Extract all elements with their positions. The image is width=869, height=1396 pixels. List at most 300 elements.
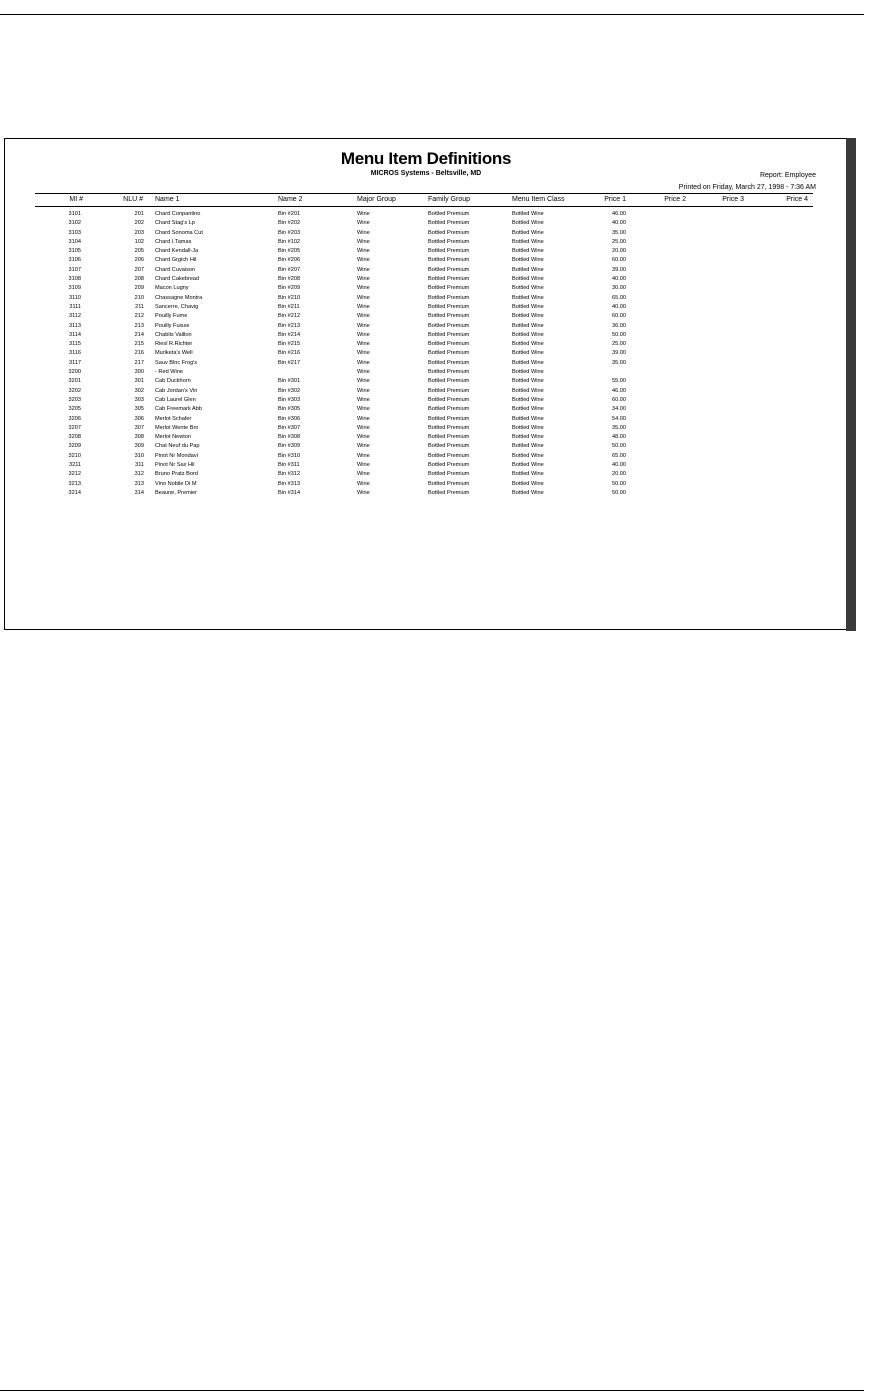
cell-nlu: 216: [134, 350, 144, 357]
cell-menu-item-class: Bottled Wine: [512, 434, 544, 441]
cell-menu-item-class: Bottled Wine: [512, 424, 544, 431]
column-header-nlu: NLU #: [123, 196, 143, 203]
cell-menu-item-class: Bottled Wine: [512, 350, 544, 357]
cell-family-group: Bottled Premium: [428, 387, 470, 394]
column-header-major-group: Major Group: [357, 196, 396, 203]
cell-name2: Bin #308: [278, 434, 301, 441]
cell-menu-item-class: Bottled Wine: [512, 248, 544, 255]
cell-name2: Bin #214: [278, 331, 301, 338]
page-bottom-rule: [0, 1390, 864, 1391]
cell-family-group: Bottled Premium: [428, 378, 470, 385]
column-header-price2: Price 2: [664, 196, 686, 203]
table-row: [5, 434, 847, 443]
cell-major-group: Wine: [357, 220, 370, 227]
table-row: [5, 332, 847, 341]
cell-menu-item-class: Bottled Wine: [512, 369, 544, 376]
cell-name2: Bin #303: [278, 396, 301, 403]
cell-price1: 55.00: [612, 378, 626, 385]
cell-family-group: Bottled Premium: [428, 406, 470, 413]
cell-name1: Sauv Blnc Frog's: [155, 359, 198, 366]
report-type: Report: Employee: [759, 172, 816, 179]
cell-major-group: Wine: [357, 303, 370, 310]
cell-nlu: 312: [134, 471, 144, 478]
cell-family-group: Bottled Premium: [428, 396, 470, 403]
cell-name2: Bin #210: [278, 294, 301, 301]
cell-name2: Bin #206: [278, 257, 301, 264]
cell-menu-item-class: Bottled Wine: [512, 415, 544, 422]
table-row: [5, 257, 847, 266]
cell-name1: Chard I.Tamas: [155, 238, 192, 245]
cell-menu-item-class: Bottled Wine: [512, 276, 544, 283]
cell-mi: 3112: [68, 313, 81, 320]
cell-mi: 3209: [68, 443, 81, 450]
cell-name1: - Red Wine: [155, 369, 183, 376]
cell-nlu: 314: [134, 489, 144, 496]
cell-mi: 3117: [68, 359, 81, 366]
table-row: [5, 453, 847, 462]
table-row: [5, 481, 847, 490]
cell-menu-item-class: Bottled Wine: [512, 443, 544, 450]
cell-name1: Chard Cuvaison: [155, 266, 196, 273]
cell-name1: Chard Sonoma Cut: [155, 229, 203, 236]
cell-name1: Chard Kendall-Ja: [155, 248, 199, 255]
cell-nlu: 309: [134, 443, 144, 450]
cell-name2: Bin #313: [278, 480, 301, 487]
table-row: [5, 462, 847, 471]
cell-nlu: 205: [134, 248, 144, 255]
cell-name2: Bin #203: [278, 229, 301, 236]
cell-name2: Bin #207: [278, 266, 301, 273]
cell-major-group: Wine: [357, 266, 370, 273]
cell-price1: 39.00: [612, 350, 626, 357]
cell-name2: Bin #215: [278, 341, 301, 348]
cell-major-group: Wine: [357, 341, 370, 348]
cell-name1: Cab Laurel Glen: [155, 396, 196, 403]
cell-major-group: Wine: [357, 238, 370, 245]
column-header-menu-item-class: Menu Item Class: [512, 196, 565, 203]
cell-name1: Cab Duckhorn: [155, 378, 191, 385]
cell-menu-item-class: Bottled Wine: [512, 378, 544, 385]
report-subtitle: MICROS Systems - Beltsville, MD: [370, 170, 482, 177]
cell-price1: 35.00: [612, 359, 626, 366]
cell-name2: Bin #306: [278, 415, 301, 422]
cell-price1: 60.00: [612, 396, 626, 403]
cell-nlu: 307: [134, 424, 144, 431]
cell-price1: 35.00: [612, 229, 626, 236]
cell-name2: Bin #310: [278, 452, 301, 459]
cell-name2: Bin #102: [278, 238, 301, 245]
cell-mi: 3103: [68, 229, 81, 236]
cell-mi: 3208: [68, 434, 81, 441]
cell-nlu: 201: [134, 211, 144, 217]
cell-nlu: 203: [134, 229, 144, 236]
cell-price1: 65.00: [612, 294, 626, 301]
cell-mi: 3102: [68, 220, 81, 227]
cell-nlu: 305: [134, 406, 144, 413]
cell-nlu: 300: [134, 369, 144, 376]
cell-major-group: Wine: [357, 489, 370, 496]
cell-major-group: Wine: [357, 359, 370, 366]
cell-major-group: Wine: [357, 462, 370, 469]
column-header-mi: MI #: [69, 196, 83, 203]
cell-family-group: Bottled Premium: [428, 443, 470, 450]
cell-name2: Bin #301: [278, 378, 301, 385]
table-row: [5, 425, 847, 434]
table-row: [5, 304, 847, 313]
cell-mi: 3104: [68, 238, 81, 245]
cell-mi: 3109: [68, 285, 81, 292]
cell-major-group: Wine: [357, 369, 370, 376]
cell-menu-item-class: Bottled Wine: [512, 285, 544, 292]
cell-name1: Riesl R.Richter: [155, 341, 193, 348]
cell-menu-item-class: Bottled Wine: [512, 359, 544, 366]
cell-price1: 60.00: [612, 313, 626, 320]
page-top-rule: [0, 14, 864, 15]
cell-family-group: Bottled Premium: [428, 471, 470, 478]
column-header-family-group: Family Group: [428, 196, 471, 203]
cell-name1: Bruno Pratz Bord: [155, 471, 198, 478]
cell-price1: 50.00: [612, 489, 626, 496]
header-rule: [35, 193, 813, 194]
cell-mi: 3115: [68, 341, 81, 348]
cell-mi: 3213: [68, 480, 81, 487]
cell-name1: Vino Nobile Di M: [155, 480, 197, 487]
cell-nlu: 212: [134, 313, 144, 320]
cell-name1: Merlot Schafer: [155, 415, 192, 422]
report-side-bar: [846, 138, 856, 631]
cell-nlu: 209: [134, 285, 144, 292]
cell-price1: 60.00: [612, 257, 626, 264]
table-row: [5, 369, 847, 378]
cell-mi: 3203: [68, 396, 81, 403]
cell-major-group: Wine: [357, 434, 370, 441]
cell-family-group: Bottled Premium: [428, 452, 470, 459]
table-row: [5, 285, 847, 294]
cell-menu-item-class: Bottled Wine: [512, 303, 544, 310]
cell-major-group: Wine: [357, 294, 370, 301]
table-header: [5, 196, 847, 206]
cell-major-group: Wine: [357, 378, 370, 385]
cell-mi: 3212: [68, 471, 81, 478]
cell-nlu: 301: [134, 378, 144, 385]
cell-major-group: Wine: [357, 331, 370, 338]
cell-price1: 30.00: [612, 285, 626, 292]
cell-nlu: 214: [134, 331, 144, 338]
cell-name2: Bin #216: [278, 350, 301, 357]
cell-name2: Bin #311: [278, 462, 300, 469]
cell-mi: 3202: [68, 387, 81, 394]
cell-price1: 50.00: [612, 480, 626, 487]
table-row: [5, 276, 847, 285]
cell-price1: 54.00: [612, 415, 626, 422]
table-row: [5, 323, 847, 332]
cell-nlu: 313: [134, 480, 144, 487]
cell-menu-item-class: Bottled Wine: [512, 452, 544, 459]
table-row: [5, 378, 847, 387]
cell-family-group: Bottled Premium: [428, 331, 470, 338]
cell-family-group: Bottled Premium: [428, 313, 470, 320]
table-row: [5, 350, 847, 359]
cell-menu-item-class: Bottled Wine: [512, 313, 544, 320]
cell-major-group: Wine: [357, 452, 370, 459]
column-header-price1: Price 1: [604, 196, 626, 203]
cell-name1: Merlot Wente Bro: [155, 424, 199, 431]
cell-mi: 3205: [68, 406, 81, 413]
cell-family-group: Bottled Premium: [428, 341, 470, 348]
cell-mi: 3111: [69, 303, 81, 310]
cell-family-group: Bottled Premium: [428, 285, 470, 292]
cell-major-group: Wine: [357, 406, 370, 413]
cell-mi: 3107: [68, 266, 81, 273]
cell-major-group: Wine: [357, 443, 370, 450]
cell-family-group: Bottled Premium: [428, 229, 470, 236]
cell-menu-item-class: Bottled Wine: [512, 220, 544, 227]
cell-price1: 36.00: [612, 322, 626, 329]
cell-nlu: 310: [134, 452, 144, 459]
cell-price1: 46.00: [612, 387, 626, 394]
cell-price1: 46.00: [612, 211, 626, 217]
table-row: [5, 388, 847, 397]
cell-major-group: Wine: [357, 276, 370, 283]
table-row: [5, 406, 847, 415]
cell-family-group: Bottled Premium: [428, 359, 470, 366]
report-image: [4, 138, 856, 630]
table-row: [5, 341, 847, 350]
cell-price1: 20.00: [612, 471, 626, 478]
report-title: Menu Item Definitions: [340, 149, 512, 168]
cell-mi: 3206: [68, 415, 81, 422]
table-row: [5, 220, 847, 229]
cell-nlu: 302: [134, 387, 144, 394]
cell-family-group: Bottled Premium: [428, 276, 470, 283]
cell-name2: Bin #302: [278, 387, 301, 394]
cell-mi: 3101: [68, 211, 81, 217]
cell-price1: 40.00: [612, 462, 626, 469]
cell-nlu: 206: [134, 257, 144, 264]
cell-family-group: Bottled Premium: [428, 303, 470, 310]
table-row: [5, 239, 847, 248]
cell-nlu: 213: [134, 322, 144, 329]
cell-nlu: 211: [135, 303, 144, 310]
cell-name1: Pinot Nr Mondavi: [155, 452, 198, 459]
table-row: [5, 230, 847, 239]
cell-mi: 3113: [68, 322, 81, 329]
table-row: [5, 360, 847, 369]
cell-menu-item-class: Bottled Wine: [512, 480, 544, 487]
cell-name2: Bin #217: [278, 359, 301, 366]
cell-menu-item-class: Bottled Wine: [512, 489, 544, 496]
cell-nlu: 308: [134, 434, 144, 441]
cell-name2: Bin #205: [278, 248, 301, 255]
cell-price1: 50.00: [612, 331, 626, 338]
cell-price1: 34.00: [612, 406, 626, 413]
table-body: [5, 211, 847, 499]
cell-name2: Bin #211: [278, 303, 300, 310]
cell-name2: Bin #202: [278, 220, 301, 227]
cell-name1: Chard Cakebread: [155, 276, 200, 283]
cell-family-group: Bottled Premium: [428, 424, 470, 431]
cell-mi: 3201: [68, 378, 81, 385]
cell-major-group: Wine: [357, 396, 370, 403]
cell-nlu: 202: [134, 220, 144, 227]
cell-major-group: Wine: [357, 387, 370, 394]
table-row: [5, 443, 847, 452]
cell-menu-item-class: Bottled Wine: [512, 322, 544, 329]
cell-major-group: Wine: [357, 257, 370, 264]
header-rule-lower: [35, 206, 813, 207]
cell-family-group: Bottled Premium: [428, 294, 470, 301]
cell-major-group: Wine: [357, 350, 370, 357]
cell-price1: 39.00: [612, 266, 626, 273]
cell-name2: Bin #312: [278, 471, 301, 478]
cell-major-group: Wine: [357, 480, 370, 487]
cell-price1: 25.00: [612, 341, 626, 348]
cell-nlu: 217: [134, 359, 144, 366]
cell-major-group: Wine: [357, 229, 370, 236]
cell-mi: 3114: [68, 331, 81, 338]
cell-menu-item-class: Bottled Wine: [512, 341, 544, 348]
cell-family-group: Bottled Premium: [428, 322, 470, 329]
cell-name2: Bin #305: [278, 406, 301, 413]
table-row: [5, 211, 847, 220]
cell-name1: Chard Grgich Hil: [155, 257, 197, 264]
cell-major-group: Wine: [357, 248, 370, 255]
column-header-name2: Name 2: [278, 196, 303, 203]
cell-mi: 3116: [68, 350, 81, 357]
table-row: [5, 471, 847, 480]
cell-menu-item-class: Bottled Wine: [512, 229, 544, 236]
cell-price1: 40.00: [612, 220, 626, 227]
cell-family-group: Bottled Premium: [428, 434, 470, 441]
table-row: [5, 295, 847, 304]
cell-name1: Muriketa's Well: [155, 350, 193, 357]
cell-family-group: Bottled Premium: [428, 238, 470, 245]
table-row: [5, 397, 847, 406]
cell-name1: Pouilly Fume: [155, 313, 188, 320]
cell-name1: Pinot Nr Sax Hil: [155, 462, 195, 469]
cell-menu-item-class: Bottled Wine: [512, 331, 544, 338]
cell-family-group: Bottled Premium: [428, 369, 470, 376]
cell-family-group: Bottled Premium: [428, 462, 470, 469]
column-header-name1: Name 1: [155, 196, 180, 203]
cell-name1: Cab Freemark Abb: [155, 406, 202, 413]
cell-mi: 3211: [68, 462, 81, 469]
cell-mi: 3110: [68, 294, 81, 301]
cell-menu-item-class: Bottled Wine: [512, 396, 544, 403]
cell-mi: 3105: [68, 248, 81, 255]
cell-family-group: Bottled Premium: [428, 220, 470, 227]
cell-family-group: Bottled Premium: [428, 480, 470, 487]
cell-name1: Pouilly Fuisse: [155, 322, 190, 329]
cell-name1: Chassagne Montra: [155, 294, 203, 301]
cell-menu-item-class: Bottled Wine: [512, 266, 544, 273]
cell-menu-item-class: Bottled Wine: [512, 462, 544, 469]
cell-name2: Bin #209: [278, 285, 301, 292]
cell-menu-item-class: Bottled Wine: [512, 257, 544, 264]
cell-nlu: 215: [134, 341, 144, 348]
cell-family-group: Bottled Premium: [428, 266, 470, 273]
cell-price1: 40.00: [612, 303, 626, 310]
cell-price1: 40.00: [612, 276, 626, 283]
cell-name1: Chablis Vaillon: [155, 331, 192, 338]
cell-nlu: 207: [134, 266, 144, 273]
cell-name1: Macon Lugny: [155, 285, 189, 292]
cell-name2: Bin #307: [278, 424, 301, 431]
cell-mi: 3200: [68, 369, 81, 376]
table-row: [5, 267, 847, 276]
cell-nlu: 208: [134, 276, 144, 283]
cell-menu-item-class: Bottled Wine: [512, 294, 544, 301]
cell-family-group: Bottled Premium: [428, 248, 470, 255]
cell-price1: 65.00: [612, 452, 626, 459]
table-row: [5, 416, 847, 425]
cell-name2: Bin #201: [278, 211, 301, 217]
cell-major-group: Wine: [357, 415, 370, 422]
cell-nlu: 311: [135, 462, 144, 469]
cell-nlu: 303: [134, 396, 144, 403]
cell-name1: Merlot Newton: [155, 434, 192, 441]
cell-menu-item-class: Bottled Wine: [512, 387, 544, 394]
cell-major-group: Wine: [357, 471, 370, 478]
cell-name1: Sancerre, Chavig: [155, 303, 199, 310]
cell-price1: 35.00: [612, 424, 626, 431]
cell-mi: 3108: [68, 276, 81, 283]
report-printed-date: Printed on Friday, March 27, 1998 - 7:36 AM: [678, 184, 816, 191]
cell-name1: Cab Jordan's Vin: [155, 387, 198, 394]
cell-nlu: 210: [134, 294, 144, 301]
cell-major-group: Wine: [357, 211, 370, 217]
cell-mi: 3210: [68, 452, 81, 459]
cell-major-group: Wine: [357, 322, 370, 329]
cell-family-group: Bottled Premium: [428, 415, 470, 422]
cell-price1: 20.00: [612, 248, 626, 255]
cell-name2: Bin #212: [278, 313, 301, 320]
cell-nlu: 306: [134, 415, 144, 422]
cell-family-group: Bottled Premium: [428, 211, 470, 217]
cell-menu-item-class: Bottled Wine: [512, 238, 544, 245]
column-header-price3: Price 3: [722, 196, 744, 203]
cell-price1: 50.00: [612, 443, 626, 450]
cell-name1: Chard Conpantino: [155, 211, 201, 217]
table-row: [5, 490, 847, 499]
cell-menu-item-class: Bottled Wine: [512, 211, 544, 217]
cell-menu-item-class: Bottled Wine: [512, 471, 544, 478]
column-header-price4: Price 4: [786, 196, 808, 203]
cell-name2: Bin #213: [278, 322, 301, 329]
table-row: [5, 248, 847, 257]
cell-mi: 3207: [68, 424, 81, 431]
cell-price1: 48.00: [612, 434, 626, 441]
cell-major-group: Wine: [357, 313, 370, 320]
cell-name2: Bin #208: [278, 276, 301, 283]
cell-nlu: 102: [134, 238, 144, 245]
cell-menu-item-class: Bottled Wine: [512, 406, 544, 413]
cell-name2: Bin #309: [278, 443, 301, 450]
cell-mi: 3106: [68, 257, 81, 264]
cell-mi: 3214: [68, 489, 81, 496]
cell-name1: Beaune, Premier: [155, 489, 197, 496]
cell-family-group: Bottled Premium: [428, 489, 470, 496]
cell-major-group: Wine: [357, 424, 370, 431]
cell-family-group: Bottled Premium: [428, 257, 470, 264]
cell-major-group: Wine: [357, 285, 370, 292]
cell-price1: 25.00: [612, 238, 626, 245]
cell-name1: Chard Stag's Lp: [155, 220, 195, 227]
cell-family-group: Bottled Premium: [428, 350, 470, 357]
table-row: [5, 313, 847, 322]
cell-name2: Bin #314: [278, 489, 301, 496]
cell-name1: Chat Neuf du Pap: [155, 443, 200, 450]
